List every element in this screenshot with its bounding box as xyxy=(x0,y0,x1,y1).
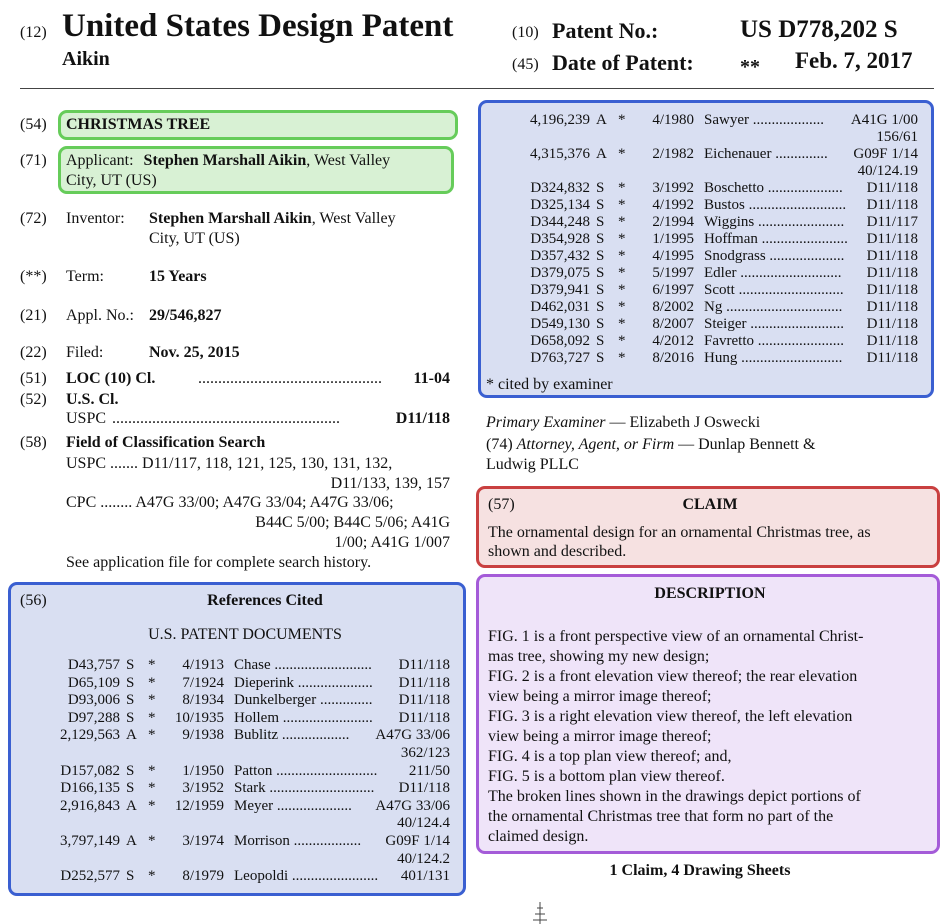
reference-kind: S xyxy=(596,299,605,315)
reference-row xyxy=(50,798,450,815)
reference-star: * xyxy=(618,350,626,366)
reference-number: D324,832 xyxy=(530,180,590,196)
attorney-name-2: Ludwig PLLC xyxy=(486,456,579,473)
reference-name: Morrison .................. xyxy=(234,833,362,849)
reference-kind: S xyxy=(596,214,605,230)
date-mark: ** xyxy=(740,56,760,78)
inventor-label: Inventor: xyxy=(66,210,125,227)
reference-class: D11/118 xyxy=(866,299,918,315)
code-10: (10) xyxy=(512,24,539,41)
reference-number: D354,928 xyxy=(530,231,590,247)
reference-star: * xyxy=(148,868,156,885)
reference-class: D11/118 xyxy=(866,282,918,298)
reference-number: 2,916,843 xyxy=(60,797,120,814)
reference-date: 5/1997 xyxy=(652,265,694,281)
inventor-location-1: , West Valley xyxy=(311,210,396,227)
reference-date: 4/1995 xyxy=(652,248,694,264)
reference-kind: A xyxy=(596,146,607,162)
reference-kind: S xyxy=(126,692,135,709)
reference-date: 10/1935 xyxy=(174,709,224,726)
reference-kind: S xyxy=(596,197,605,213)
primary-examiner xyxy=(486,414,760,432)
reference-row xyxy=(520,333,918,350)
reference-class: D11/118 xyxy=(866,265,918,281)
reference-row xyxy=(520,112,918,129)
reference-name: Edler ........................... xyxy=(704,265,842,281)
reference-kind: S xyxy=(596,282,605,298)
reference-number: D65,109 xyxy=(67,674,120,691)
loc-value: 11-04 xyxy=(413,370,450,387)
reference-number: D157,082 xyxy=(60,762,120,779)
field-uspc-line2: D11/133, 139, 157 xyxy=(330,475,450,492)
reference-kind: S xyxy=(126,780,135,797)
reference-date: 8/2007 xyxy=(652,316,694,332)
reference-date: 3/1974 xyxy=(182,833,224,849)
reference-star: * xyxy=(618,299,626,315)
reference-row xyxy=(50,833,450,850)
attorney-name-1: — Dunlap Bennett & xyxy=(674,436,816,453)
description-line: the ornamental Christmas tree that form no part of the xyxy=(488,808,834,825)
reference-number: D462,031 xyxy=(530,299,590,315)
reference-name: Bublitz .................. xyxy=(234,727,350,744)
reference-date: 2/1994 xyxy=(652,214,694,230)
reference-kind: A xyxy=(126,797,137,814)
reference-kind: A xyxy=(596,112,607,128)
field-cpc-line1: CPC ........ A47G 33/00; A47G 33/04; A47G 33/06; xyxy=(66,494,394,511)
description-line: claimed design. xyxy=(488,828,589,845)
loc-leader: .............................................. xyxy=(198,370,382,387)
reference-name: Dieperink .................... xyxy=(234,674,373,691)
reference-star: * xyxy=(618,112,626,128)
reference-kind: S xyxy=(596,350,605,366)
reference-number: D658,092 xyxy=(530,333,590,349)
reference-number: D379,075 xyxy=(530,265,590,281)
reference-star: * xyxy=(618,180,626,196)
reference-kind: S xyxy=(126,762,135,779)
reference-row xyxy=(50,675,450,692)
attorney-line xyxy=(486,436,815,454)
reference-name: Eichenauer .............. xyxy=(704,146,828,162)
reference-row xyxy=(520,197,918,214)
reference-star: * xyxy=(148,762,156,779)
description-line: FIG. 2 is a front elevation view thereof; the rear elevation xyxy=(488,668,858,685)
reference-name: Hoffman ....................... xyxy=(704,231,848,247)
code-58: (58) xyxy=(20,434,47,451)
loc-label: LOC (10) Cl. xyxy=(66,370,156,387)
reference-class: D11/118 xyxy=(866,248,918,264)
code-52: (52) xyxy=(20,391,47,408)
reference-star: * xyxy=(148,727,156,744)
reference-class: A41G 1/00 xyxy=(850,112,918,128)
reference-date: 7/1924 xyxy=(182,674,224,691)
reference-name: Scott ............................ xyxy=(704,282,844,298)
reference-row xyxy=(520,231,918,248)
description-body xyxy=(488,627,863,847)
reference-class: G09F 1/14 xyxy=(385,833,450,849)
reference-star: * xyxy=(618,197,626,213)
patent-type-title: United States Design Patent xyxy=(62,8,454,44)
reference-class-continuation: 40/124.2 xyxy=(397,850,450,867)
reference-row xyxy=(50,780,450,797)
reference-kind: S xyxy=(126,868,135,885)
reference-name: Stark ............................ xyxy=(234,780,375,797)
reference-row xyxy=(520,248,918,265)
reference-name: Hollem ........................ xyxy=(234,709,373,726)
reference-star: * xyxy=(618,282,626,298)
code-21: (21) xyxy=(20,307,47,324)
patent-number: US D778,202 S xyxy=(740,16,898,43)
reference-number: 4,196,239 xyxy=(530,112,590,128)
reference-name: Steiger ......................... xyxy=(704,316,844,332)
reference-number: D43,757 xyxy=(67,657,120,673)
uspc-label: USPC xyxy=(66,410,107,427)
reference-kind: S xyxy=(596,265,605,281)
code-72: (72) xyxy=(20,210,47,227)
term-label: Term: xyxy=(66,268,104,285)
reference-date: 4/2012 xyxy=(652,333,694,349)
uspc-value: D11/118 xyxy=(395,410,450,427)
uspc-leader: ......................................................... xyxy=(112,410,340,427)
description-line: view being a mirror image thereof; xyxy=(488,728,712,745)
reference-class: 211/50 xyxy=(408,762,450,779)
reference-row xyxy=(50,868,450,885)
applicant-location-2: City, UT (US) xyxy=(66,172,157,189)
code-54: (54) xyxy=(20,116,47,133)
reference-row xyxy=(520,316,918,333)
reference-kind: S xyxy=(596,316,605,332)
reference-class: A47G 33/06 xyxy=(375,797,450,814)
reference-date: 3/1992 xyxy=(652,180,694,196)
description-line: The broken lines shown in the drawings depict portions of xyxy=(488,788,861,805)
reference-date: 1/1950 xyxy=(182,762,224,779)
reference-number: D763,727 xyxy=(530,350,590,366)
references-heading: References Cited xyxy=(207,592,323,609)
inventor-short: Aikin xyxy=(62,48,110,70)
reference-number: D357,432 xyxy=(530,248,590,264)
reference-number: D325,134 xyxy=(530,197,590,213)
reference-date: 4/1913 xyxy=(182,657,224,673)
reference-name: Meyer .................... xyxy=(234,797,352,814)
applicant-name: Stephen Marshall Aikin xyxy=(143,152,307,169)
reference-number: D93,006 xyxy=(67,692,120,709)
reference-row xyxy=(520,282,918,299)
inventor-content xyxy=(149,210,396,228)
reference-date: 8/1979 xyxy=(182,868,224,885)
reference-date: 2/1982 xyxy=(652,146,694,162)
reference-number: D166,135 xyxy=(60,780,120,797)
reference-kind: A xyxy=(126,833,137,849)
reference-name: Bustos .......................... xyxy=(704,197,847,213)
reference-name: Wiggins ....................... xyxy=(704,214,845,230)
code-57: (57) xyxy=(488,496,515,513)
reference-class-continuation: 156/61 xyxy=(876,129,918,145)
code-51: (51) xyxy=(20,370,47,387)
description-line: mas tree, showing my new design; xyxy=(488,648,710,665)
invention-title: CHRISTMAS TREE xyxy=(66,116,211,133)
reference-number: D252,577 xyxy=(60,868,120,885)
reference-name: Hung ........................... xyxy=(704,350,843,366)
reference-kind: A xyxy=(126,727,137,744)
reference-kind: S xyxy=(126,657,135,673)
reference-row xyxy=(50,727,450,744)
field-label: Field of Classification Search xyxy=(66,434,266,451)
reference-name: Dunkelberger .............. xyxy=(234,692,373,709)
claim-heading: CLAIM xyxy=(682,496,738,513)
code-56: (56) xyxy=(20,592,47,609)
patent-no-label: Patent No.: xyxy=(552,18,659,43)
inventor-row xyxy=(20,210,460,250)
description-line: FIG. 5 is a bottom plan view thereof. xyxy=(488,768,725,785)
reference-star: * xyxy=(148,709,156,726)
inventor-location-2: City, UT (US) xyxy=(149,230,240,247)
reference-star: * xyxy=(618,265,626,281)
reference-star: * xyxy=(148,657,156,673)
reference-star: * xyxy=(618,248,626,264)
reference-class: D11/118 xyxy=(398,674,450,691)
reference-name: Patton ........................... xyxy=(234,762,378,779)
reference-kind: S xyxy=(596,231,605,247)
reference-star: * xyxy=(618,333,626,349)
reference-date: 4/1980 xyxy=(652,112,694,128)
reference-name: Favretto ....................... xyxy=(704,333,844,349)
reference-number: 3,797,149 xyxy=(60,833,120,849)
reference-number: D344,248 xyxy=(530,214,590,230)
reference-date: 8/2002 xyxy=(652,299,694,315)
reference-class: 401/131 xyxy=(400,868,450,885)
applicant-row xyxy=(20,152,460,192)
reference-star: * xyxy=(148,833,156,849)
reference-star: * xyxy=(148,692,156,709)
field-cpc-line3: 1/00; A41G 1/007 xyxy=(334,534,450,551)
reference-class: G09F 1/14 xyxy=(853,146,918,162)
appl-label: Appl. No.: xyxy=(66,307,134,324)
description-line: view being a mirror image thereof; xyxy=(488,688,712,705)
filed-label: Filed: xyxy=(66,344,104,361)
code-74: (74) xyxy=(486,436,513,453)
reference-star: * xyxy=(618,146,626,162)
reference-row xyxy=(50,763,450,780)
reference-row xyxy=(50,692,450,709)
reference-star: * xyxy=(148,780,156,797)
claim-line-2: shown and described. xyxy=(488,543,627,560)
reference-date: 4/1992 xyxy=(652,197,694,213)
reference-kind: S xyxy=(126,709,135,726)
reference-class-continuation: 40/124.4 xyxy=(397,815,450,832)
reference-class: D11/118 xyxy=(398,780,450,797)
reference-class: D11/118 xyxy=(866,316,918,332)
reference-kind: S xyxy=(596,333,605,349)
reference-star: * xyxy=(148,797,156,814)
reference-class-continuation: 362/123 xyxy=(400,745,450,761)
reference-star: * xyxy=(618,214,626,230)
reference-date: 12/1959 xyxy=(174,797,224,814)
appl-number: 29/546,827 xyxy=(149,307,222,324)
reference-date: 9/1938 xyxy=(182,727,224,744)
applicant-location-1: , West Valley xyxy=(306,152,391,169)
reference-star: * xyxy=(618,316,626,332)
drawing-fragment-icon xyxy=(520,900,560,924)
reference-name: Ng ............................... xyxy=(704,299,843,315)
reference-class: D11/118 xyxy=(866,231,918,247)
description-heading: DESCRIPTION xyxy=(654,585,766,602)
reference-date: 3/1952 xyxy=(182,780,224,797)
reference-class: D11/117 xyxy=(866,214,918,230)
description-line: FIG. 3 is a right elevation view thereof, the left elevation xyxy=(488,708,853,725)
reference-number: D379,941 xyxy=(530,282,590,298)
reference-row xyxy=(50,657,450,674)
reference-row xyxy=(520,214,918,231)
field-uspc-line1: USPC ....... D11/117, 118, 121, 125, 130, 131, 132, xyxy=(66,455,393,472)
filed-date: Nov. 25, 2015 xyxy=(149,344,240,361)
reference-number: 4,315,376 xyxy=(530,146,590,162)
applicant-content xyxy=(66,152,390,170)
reference-kind: S xyxy=(126,674,135,691)
reference-row xyxy=(520,350,918,367)
reference-date: 8/2016 xyxy=(652,350,694,366)
description-line: FIG. 4 is a top plan view thereof; and, xyxy=(488,748,732,765)
reference-kind: S xyxy=(596,248,605,264)
us-patent-documents-heading: U.S. PATENT DOCUMENTS xyxy=(148,626,342,643)
uscl-label: U.S. Cl. xyxy=(66,391,119,408)
reference-name: Boschetto .................... xyxy=(704,180,843,196)
code-term: (**) xyxy=(20,268,47,285)
see-application-note: See application file for complete search history. xyxy=(66,554,372,571)
reference-class: D11/118 xyxy=(398,692,450,709)
claim-line-1: The ornamental design for an ornamental Christmas tree, as xyxy=(488,524,871,541)
cited-note: * cited by examiner xyxy=(486,376,613,393)
reference-row xyxy=(520,265,918,282)
reference-class: D11/118 xyxy=(866,350,918,366)
reference-star: * xyxy=(618,231,626,247)
description-line: FIG. 1 is a front perspective view of an ornamental Christ- xyxy=(488,628,864,645)
reference-class: D11/118 xyxy=(866,333,918,349)
reference-class: D11/118 xyxy=(398,657,450,673)
code-45: (45) xyxy=(512,56,539,73)
reference-class: D11/118 xyxy=(398,709,450,726)
inventor-name: Stephen Marshall Aikin xyxy=(149,210,312,227)
code-22: (22) xyxy=(20,344,47,361)
reference-star: * xyxy=(148,674,156,691)
reference-number: D549,130 xyxy=(530,316,590,332)
reference-name: Leopoldi ....................... xyxy=(234,868,379,885)
reference-date: 1/1995 xyxy=(652,231,694,247)
header-rule xyxy=(20,88,934,89)
reference-name: Chase .......................... xyxy=(234,657,372,673)
reference-class: D11/118 xyxy=(866,180,918,196)
primary-examiner-name: — Elizabeth J Oswecki xyxy=(605,414,761,431)
applicant-label: Applicant: xyxy=(66,152,134,169)
date-label: Date of Patent: xyxy=(552,50,694,75)
reference-number: 2,129,563 xyxy=(60,727,120,744)
reference-date: 8/1934 xyxy=(182,692,224,709)
reference-class: D11/118 xyxy=(866,197,918,213)
reference-row xyxy=(520,180,918,197)
reference-class: A47G 33/06 xyxy=(375,727,450,744)
reference-row xyxy=(520,146,918,163)
term-value: 15 Years xyxy=(149,268,207,285)
reference-date: 6/1997 xyxy=(652,282,694,298)
reference-name: Snodgrass .................... xyxy=(704,248,845,264)
reference-number: D97,288 xyxy=(67,709,120,726)
reference-name: Sawyer ................... xyxy=(704,112,824,128)
code-12: (12) xyxy=(20,24,47,41)
code-71: (71) xyxy=(20,152,47,169)
reference-kind: S xyxy=(596,180,605,196)
claims-sheets: 1 Claim, 4 Drawing Sheets xyxy=(609,862,791,879)
patent-date: Feb. 7, 2017 xyxy=(795,48,913,73)
reference-row xyxy=(520,299,918,316)
attorney-label: Attorney, Agent, or Firm xyxy=(516,436,675,453)
reference-class-continuation: 40/124.19 xyxy=(857,163,918,179)
reference-row xyxy=(50,710,450,727)
field-cpc-line2: B44C 5/00; B44C 5/06; A41G xyxy=(255,514,450,531)
primary-examiner-label: Primary Examiner xyxy=(486,414,606,431)
